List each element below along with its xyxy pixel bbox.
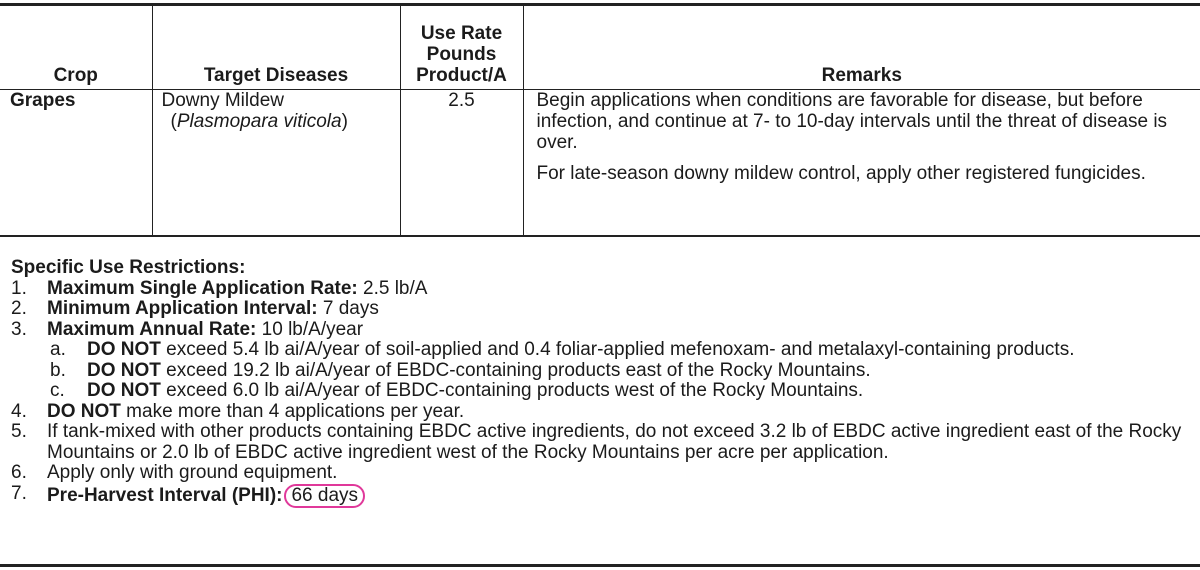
- item-value: 10 lb/A/year: [256, 318, 364, 340]
- sub-item-text: [87, 381, 1191, 402]
- phi-value-annotation: 66 days: [284, 484, 365, 508]
- crop-cell: Grapes: [10, 90, 76, 111]
- pathogen-line: (Plasmopara viticola): [170, 111, 348, 132]
- restrictions-heading: Specific Use Restrictions:: [11, 257, 246, 278]
- header-use-rate-line1: Use Rate: [420, 23, 503, 44]
- sub-list-item: [11, 361, 1191, 382]
- sub-list-item: [11, 340, 1191, 361]
- sub-item-bold-text: DO NOT: [87, 359, 161, 381]
- list-item: [11, 402, 1191, 423]
- sub-item-text: [87, 340, 1191, 361]
- sub-item-letter: a.: [50, 339, 66, 360]
- header-use-rate: [400, 6, 523, 90]
- item-number: 7.: [11, 482, 27, 504]
- item-bold-text: DO NOT: [47, 400, 121, 422]
- header-remarks: Remarks: [523, 6, 1200, 90]
- list-item: [11, 484, 1191, 508]
- item-text: [47, 299, 1191, 320]
- sub-item-text: [87, 361, 1191, 382]
- sub-list-item: [11, 381, 1191, 402]
- item-number: 4.: [11, 400, 27, 422]
- sub-item-letter: b.: [50, 359, 66, 381]
- sub-item-value: exceed 6.0 lb ai/A/year of EBDC-containing products west of the Rocky Mountains.: [160, 380, 864, 401]
- list-item: [11, 279, 1191, 300]
- disease-name: Downy Mildew: [161, 90, 284, 111]
- bottom-rule: [0, 564, 1200, 567]
- use-restrictions: [11, 258, 1191, 508]
- item-text: [47, 484, 1191, 508]
- header-crop: Crop: [0, 6, 152, 90]
- item-text: Apply only with ground equipment.: [47, 462, 338, 483]
- item-number: 1.: [11, 277, 27, 299]
- item-text: [47, 279, 1191, 300]
- crop-use-table: [0, 6, 1200, 237]
- sub-item-value: exceed 19.2 lb ai/A/year of EBDC-containing products east of the Rocky Mountains.: [160, 359, 871, 381]
- item-value: 7 days: [317, 298, 379, 319]
- list-item: [11, 320, 1191, 341]
- item-number: 6.: [11, 462, 27, 483]
- disease-cell: [152, 90, 400, 237]
- item-bold-text: Maximum Single Application Rate:: [47, 277, 358, 299]
- item-bold-text: Minimum Application Interval:: [47, 298, 318, 319]
- header-use-rate-line3: Product/A: [416, 65, 507, 86]
- sub-item-bold-text: DO NOT: [87, 339, 161, 360]
- list-item: [11, 422, 1191, 463]
- item-value: make more than 4 applications per year.: [120, 400, 465, 422]
- list-item: [11, 463, 1191, 484]
- item-bold-text: Pre-Harvest Interval (PHI):: [47, 484, 283, 506]
- item-bold-text: Maximum Annual Rate:: [47, 318, 257, 340]
- sub-item-value: exceed 5.4 lb ai/A/year of soil-applied and 0.4 foliar-applied mefenoxam- and metalaxyl-containing products.: [160, 339, 1075, 360]
- remarks-cell: [523, 90, 1200, 237]
- sub-item-bold-text: DO NOT: [87, 380, 161, 401]
- item-number: 3.: [11, 318, 27, 340]
- item-number: 2.: [11, 298, 27, 319]
- list-item: [11, 299, 1191, 320]
- header-target-diseases: Target Diseases: [152, 6, 400, 90]
- remarks-paragraph-2: For late-season downy mildew control, apply other registered fungicides.: [536, 163, 1146, 184]
- item-text: [47, 320, 1191, 341]
- item-text: [47, 402, 1191, 423]
- item-number: 5.: [11, 421, 27, 442]
- table-header-row: [0, 6, 1200, 90]
- table-row: [0, 90, 1200, 237]
- item-value: 2.5 lb/A: [357, 277, 428, 299]
- remarks-paragraph-1: Begin applications when conditions are favorable for disease, but before infection, and continue at 7- to 10-day intervals until the threat of disease is over.: [536, 90, 1168, 153]
- pathogen-name: Plasmopara viticola: [176, 111, 342, 132]
- item-text: If tank-mixed with other products containing EBDC active ingredients, do not exceed 3.2 lb of EBDC active ingredient east of the Rocky Mountains or 2.0 lb of EBDC active ingredient west of the Rocky Mountains per acre per application.: [47, 421, 1182, 463]
- header-use-rate-line2: Pounds: [426, 44, 497, 65]
- rate-cell: 2.5: [400, 90, 523, 237]
- sub-item-letter: c.: [50, 380, 65, 401]
